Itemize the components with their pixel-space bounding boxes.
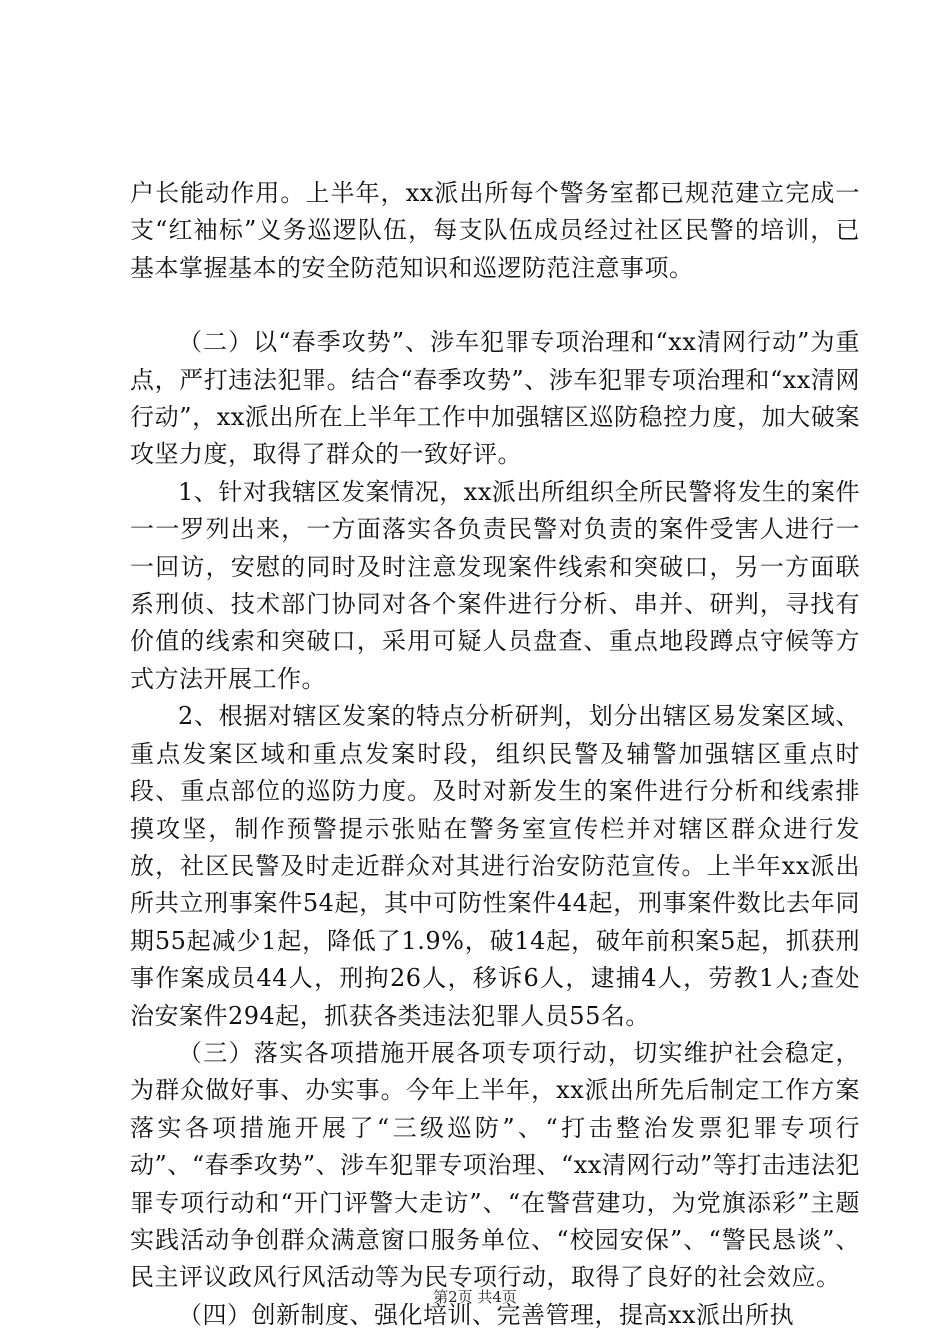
- paragraph-section-3: （三）落实各项措施开展各项专项行动，切实维护社会稳定，为群众做好事、办实事。今年上半年，xx派出所先后制定工作方案落实各项措施开展了“三级巡防”、“打击整治发票犯罪专项行动”、“春季攻势”、涉车犯罪专项治理、“xx清网行动”等打击违法犯罪专项行动和“开门评警大走访”、“在警营建功，为党旗添彩”主题实践活动争创群众满意窗口服务单位、“校园安保”、“警民恳谈”、民主评议政风行风活动等为民专项行动，取得了良好的社会效应。: [130, 1038, 860, 1292]
- page-footer: 第2页 共4页: [433, 1288, 517, 1306]
- paragraph-continuation: 户长能动作用。上半年，xx派出所每个警务室都已规范建立完成一支“红袖标”义务巡逻队伍，每支队伍成员经过社区民警的培训，已基本掌握基本的安全防范知识和巡逻防范注意事项。: [130, 179, 860, 282]
- paragraph-section-2: （二）以“春季攻势”、涉车犯罪专项治理和“xx清网行动”为重点，严打违法犯罪。结合“春季攻势”、涉车犯罪专项治理和“xx清网行动”，xx派出所在上半年工作中加强辖区巡防稳控力度，加大破案攻坚力度，取得了群众的一致好评。: [130, 328, 860, 469]
- paragraph-item-1: 1、针对我辖区发案情况，xx派出所组织全所民警将发生的案件一一罗列出来，一方面落实各负责民警对负责的案件受害人进行一一回访，安慰的同时及时注意发现案件线索和突破口，另一方面联系刑侦、技术部门协同对各个案件进行分析、串并、研判，寻找有价值的线索和突破口，采用可疑人员盘查、重点地段蹲点守候等方式方法开展工作。: [130, 477, 860, 693]
- document-body: [130, 175, 860, 1334]
- paragraph-item-2: 2、根据对辖区发案的特点分析研判，划分出辖区易发案区域、重点发案区域和重点发案时段，组织民警及辅警加强辖区重点时段、重点部位的巡防力度。及时对新发生的案件进行分析和线索排摸攻坚，制作预警提示张贴在警务室宣传栏并对辖区群众进行发放，社区民警及时走近群众对其进行治安防范宣传。上半年xx派出所共立刑事案件54起，其中可防性案件44起，刑事案件数比去年同期55起减少1起，降低了1.9%，破14起，破年前积案5起，抓获刑事作案成员44人，刑拘26人，移诉6人，逮捕4人，劳教1人;查处治安案件294起，抓获各类违法犯罪人员55名。: [130, 702, 860, 1030]
- paragraph-section-4: （四）创新制度、强化培训、完善管理，提高xx派出所执: [178, 1300, 795, 1329]
